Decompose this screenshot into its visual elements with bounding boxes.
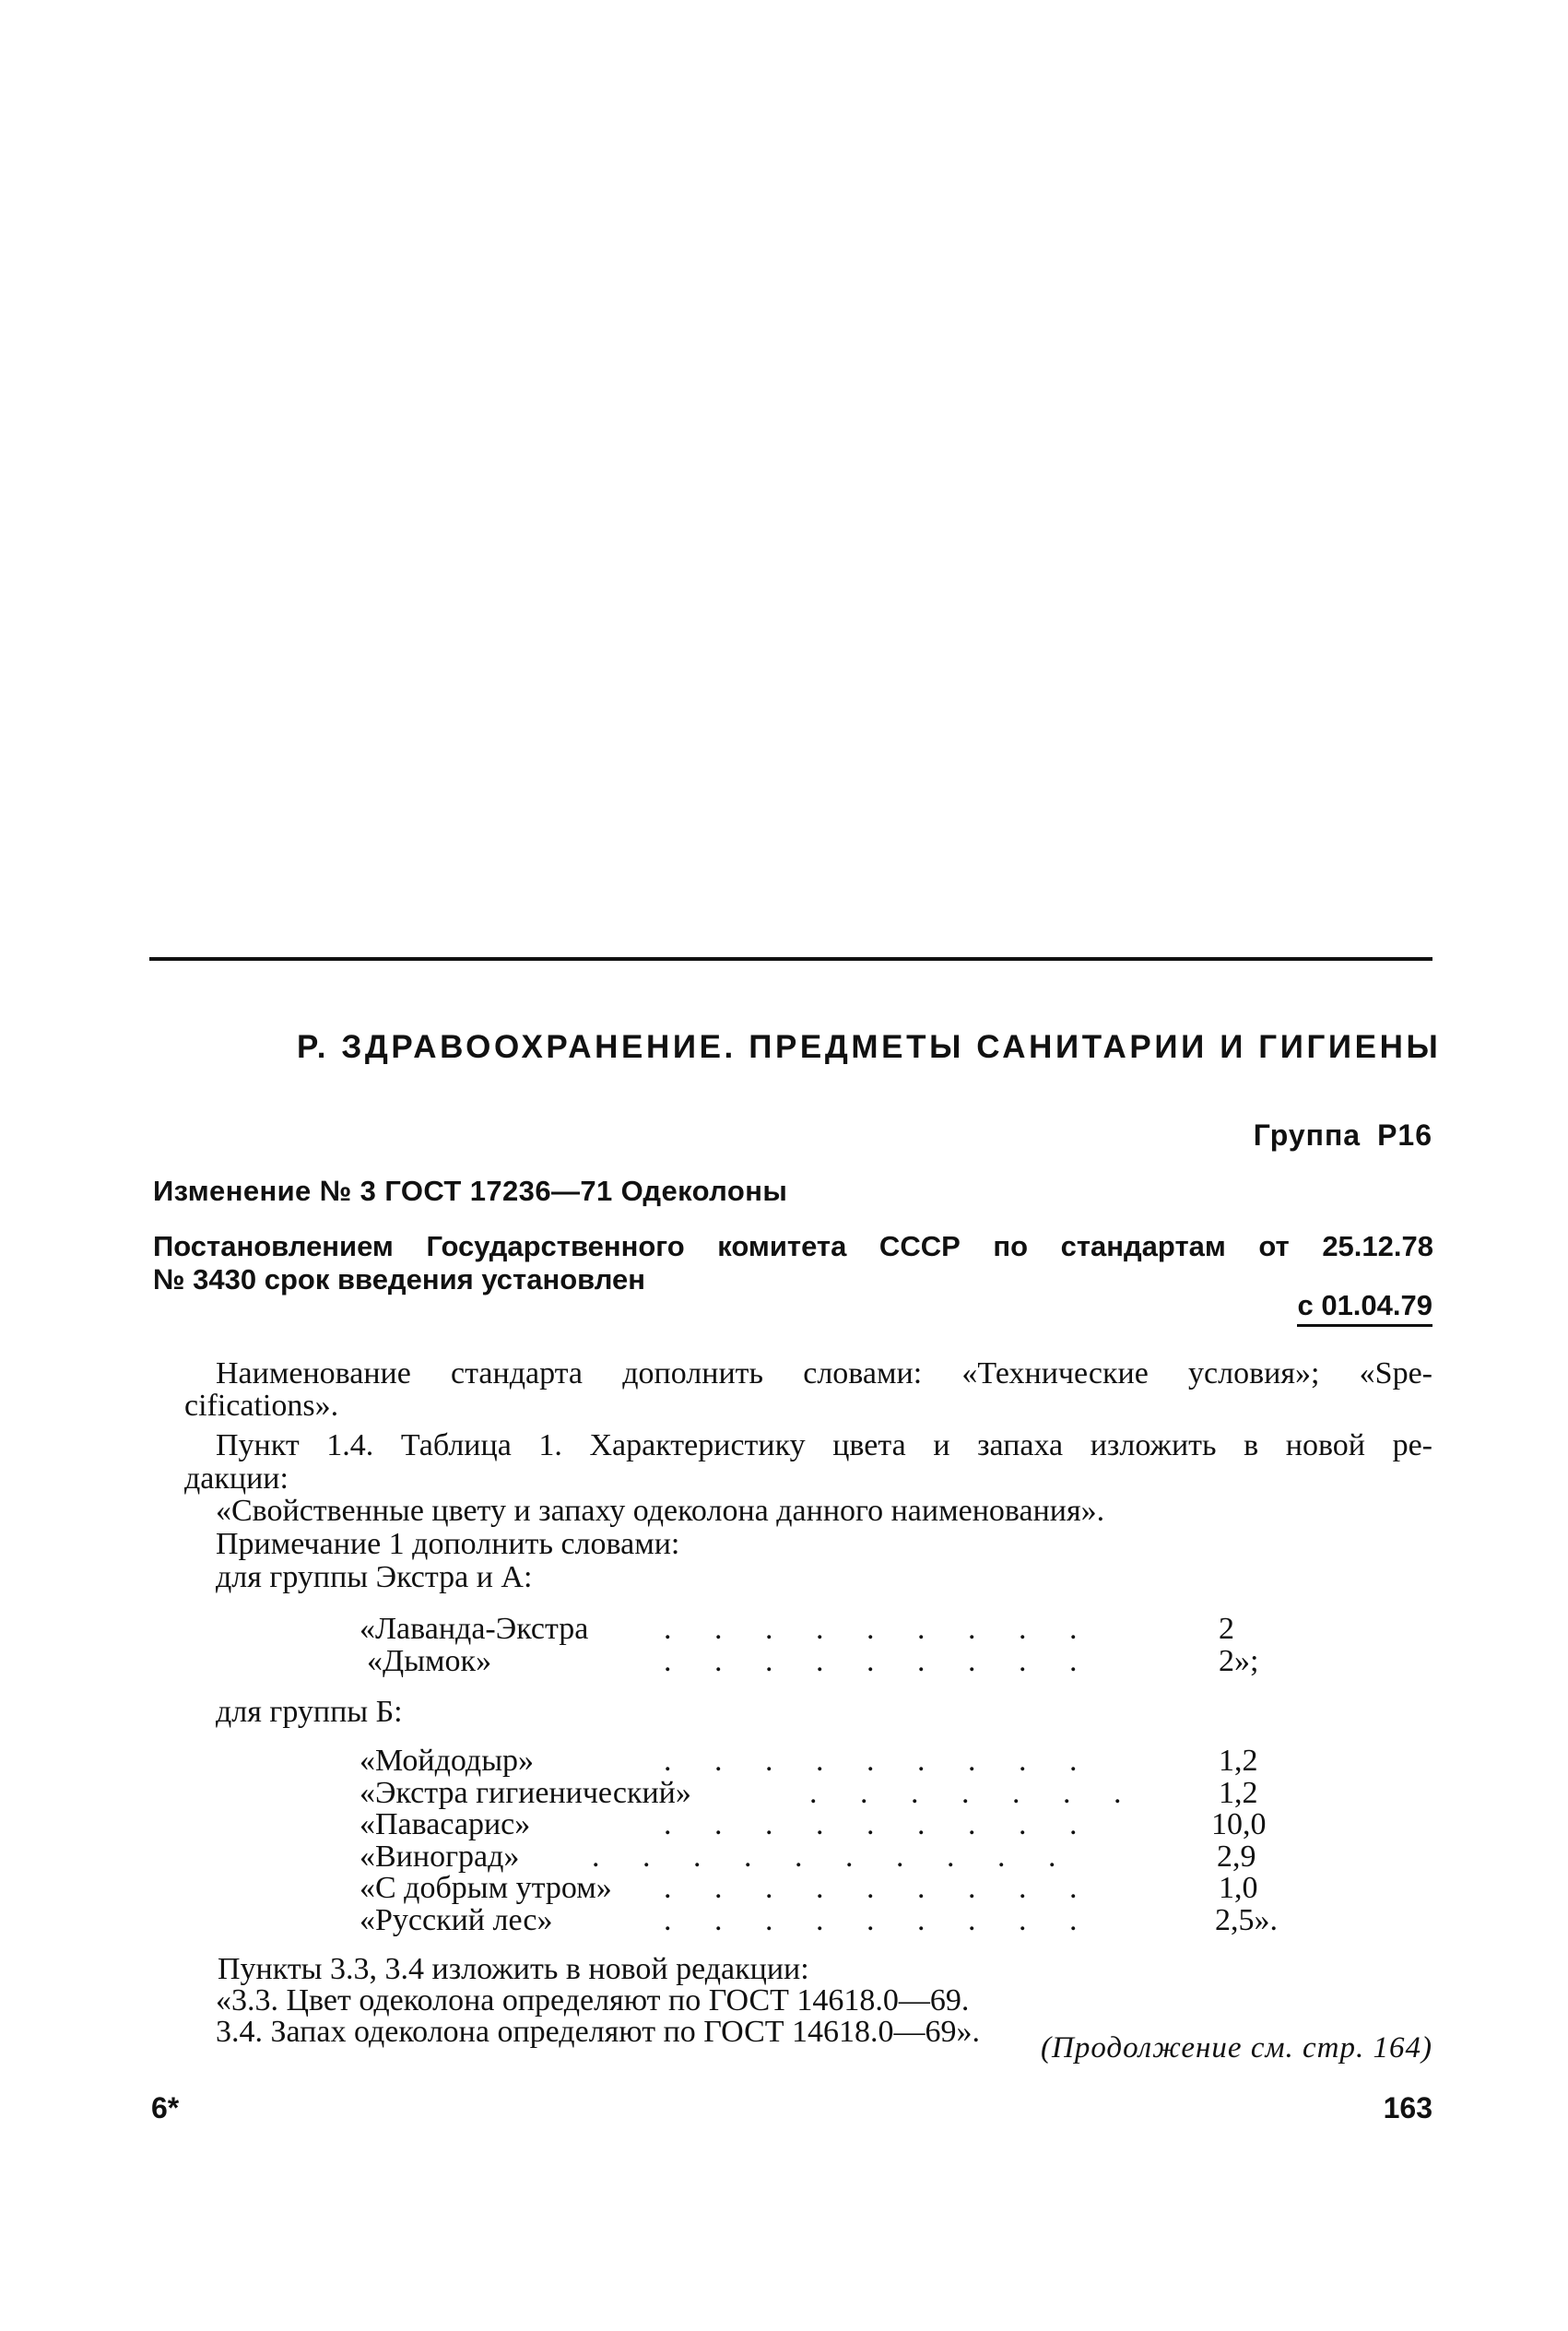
group-code-value: Р16	[1377, 1118, 1432, 1152]
list-item-value: 2»;	[1219, 1644, 1259, 1678]
list-item-dots: . . . . . . . . . .	[592, 1840, 1074, 1874]
list-item	[360, 1745, 1291, 1779]
list-item	[360, 1841, 1291, 1875]
list-item	[360, 1809, 1291, 1842]
list-item-dots: . . . . . . . . .	[664, 1744, 1095, 1778]
paragraph-9: 3.4. Запах одеколона определяют по ГОСТ 14618.0—69».	[216, 2015, 981, 2049]
paragraph-1-line-1: Наименование стандарта дополнить словами: «Технические условия»; «Spe-	[216, 1356, 1432, 1390]
list-item-value: 2	[1219, 1612, 1234, 1646]
list-item	[367, 1646, 1298, 1679]
section-heading: Р. ЗДРАВООХРАНЕНИЕ. ПРЕДМЕТЫ САНИТАРИИ И ГИГИЕНЫ	[297, 1029, 1442, 1065]
change-title: Изменение № 3 ГОСТ 17236—71 Одеколоны	[153, 1175, 788, 1207]
paragraph-1-line-2: cifications».	[184, 1389, 339, 1423]
list-item-dots: . . . . . . .	[809, 1776, 1139, 1810]
list-item-name: «Павасарис»	[360, 1807, 531, 1841]
list-item-value: 10,0	[1211, 1807, 1267, 1841]
effective-date: с 01.04.79	[1297, 1289, 1432, 1327]
paragraph-2-line-2: дакции:	[184, 1461, 289, 1496]
paragraph-3: «Свойственные цвету и запаху одеколона данного наименования».	[216, 1494, 1105, 1528]
list-item-value: 1,2	[1219, 1744, 1258, 1778]
list-item-dots: . . . . . . . . .	[664, 1612, 1095, 1646]
list-item-dots: . . . . . . . . .	[664, 1903, 1095, 1937]
list-item-name: «С добрым утром»	[360, 1871, 612, 1905]
list-item-name: «Русский лес»	[360, 1903, 553, 1937]
list-item	[360, 1778, 1291, 1811]
paragraph-4: Примечание 1 дополнить словами:	[216, 1527, 680, 1561]
paragraph-8: «3.3. Цвет одеколона определяют по ГОСТ 14618.0—69.	[216, 1983, 970, 2017]
paragraph-2-line-1: Пункт 1.4. Таблица 1. Характеристику цвета и запаха изложить в новой ре-	[216, 1428, 1432, 1462]
list-item-dots: . . . . . . . . .	[664, 1807, 1095, 1841]
list-item-value: 1,0	[1219, 1871, 1258, 1905]
list-item-name: «Лаванда-Экстра	[360, 1612, 589, 1646]
list-item-name: «Дымок»	[367, 1644, 492, 1678]
continuation-note: (Продолжение см. стр. 164)	[1041, 2031, 1432, 2065]
paragraph-6: для группы Б:	[216, 1695, 403, 1729]
top-rule	[149, 957, 1432, 961]
group-code	[1254, 1118, 1432, 1153]
group-label: Группа	[1253, 1118, 1362, 1152]
list-item	[360, 1905, 1291, 1938]
decree-line-2: № 3430 срок введения установлен	[153, 1263, 646, 1296]
list-item-value: 2,9	[1217, 1840, 1256, 1874]
signature-mark: 6*	[151, 2091, 180, 2124]
list-item-value: 1,2	[1219, 1776, 1258, 1810]
list-item-dots: . . . . . . . . .	[664, 1644, 1095, 1678]
list-item-name: «Мойдодыр»	[360, 1744, 535, 1778]
list-item-name: «Экстра гигиенический»	[360, 1776, 691, 1810]
list-item	[360, 1614, 1291, 1647]
paragraph-5: для группы Экстра и А:	[216, 1560, 533, 1594]
page-number: 163	[1383, 2091, 1432, 2124]
decree-line-1: Постановлением Государственного комитета СССР по стандартам от 25.12.78	[153, 1230, 1433, 1262]
list-item-dots: . . . . . . . . .	[664, 1871, 1095, 1905]
list-item-name: «Виноград»	[360, 1840, 520, 1874]
list-item	[360, 1873, 1291, 1906]
paragraph-7: Пункты 3.3, 3.4 изложить в новой редакции:	[218, 1952, 809, 1986]
list-item-value: 2,5».	[1215, 1903, 1278, 1937]
